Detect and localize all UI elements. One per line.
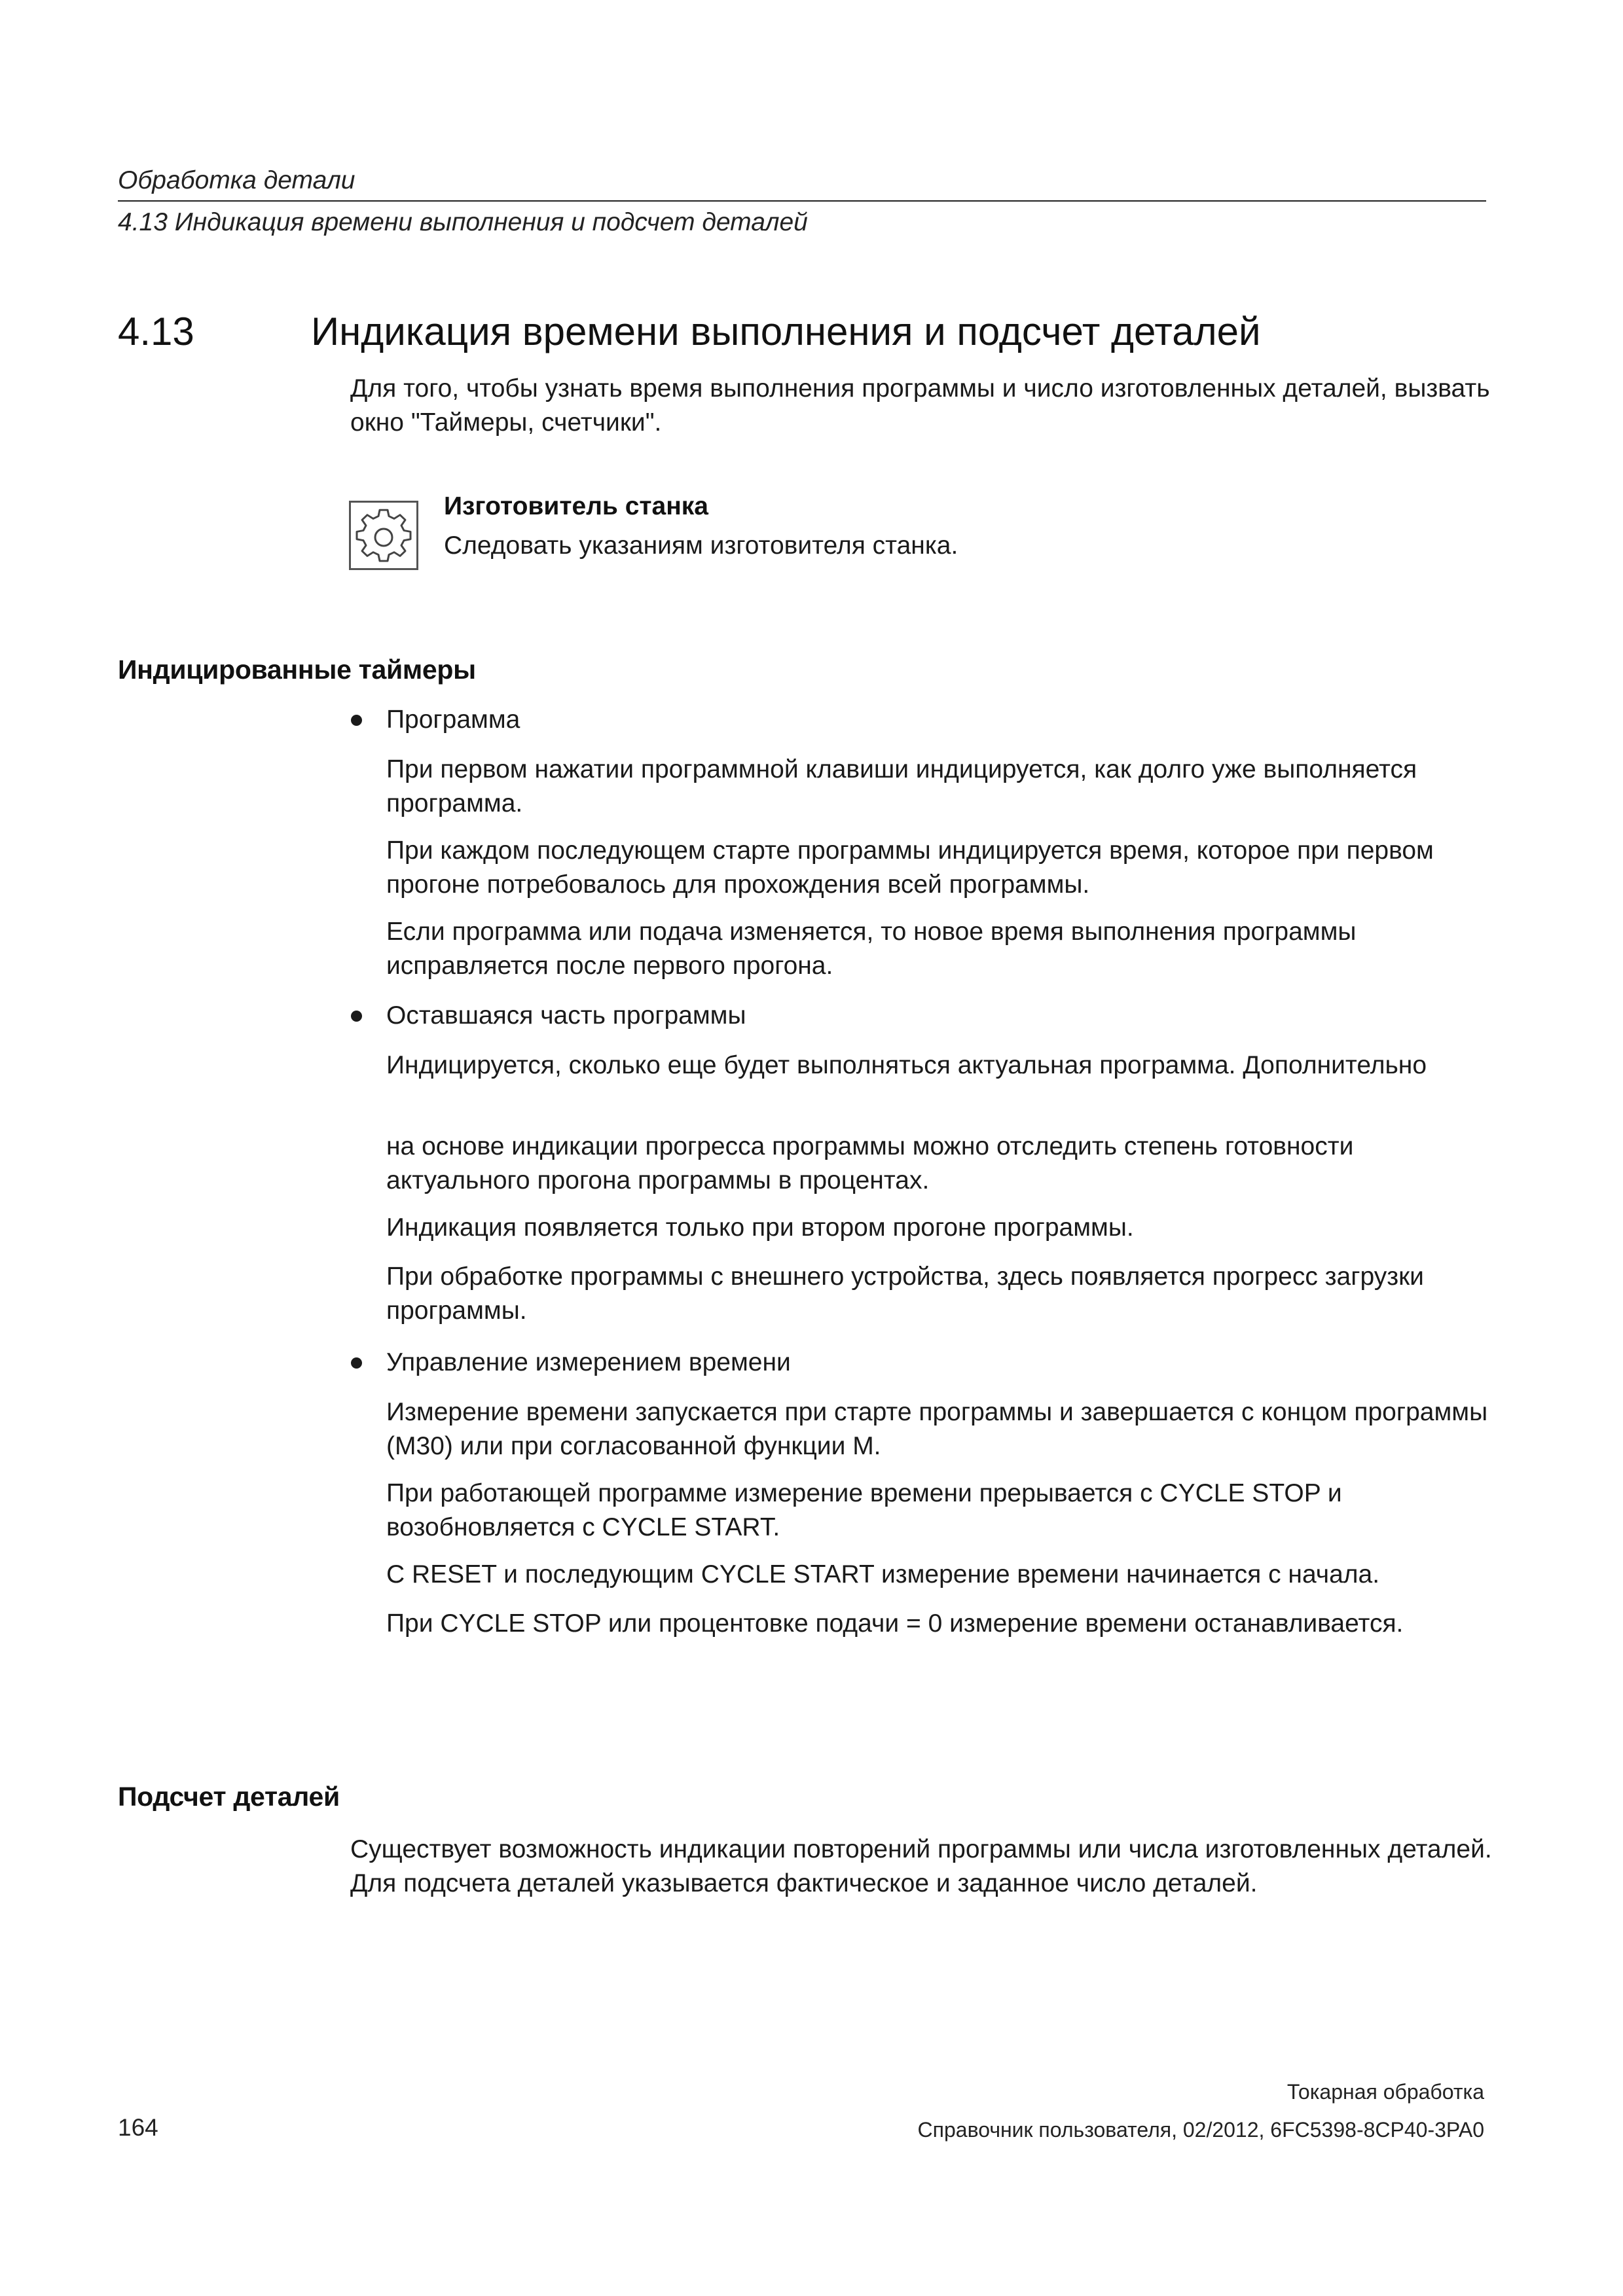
header-rule <box>118 200 1486 202</box>
bullet-dot <box>351 715 362 726</box>
bullet-paragraph: С RESET и последующим CYCLE START измерение времени начинается с начала. <box>386 1560 1380 1588</box>
parts-paragraph: Существует возможность индикации повторений программы или числа изготовленных деталей. Для подсчета деталей указывается фактическое и заданное число деталей. <box>350 1835 1492 1897</box>
footer-reference: Справочник пользователя, 02/2012, 6FC5398-8CP40-3PA0 <box>917 2118 1484 2142</box>
running-header-section: 4.13 Индикация времени выполнения и подсчет деталей <box>118 208 808 236</box>
bullet-paragraph: Если программа или подача изменяется, то новое время выполнения программы исправляется после первого прогона. <box>386 918 1357 980</box>
section-number: 4.13 <box>118 310 194 353</box>
bullet-paragraph: Индицируется, сколько еще будет выполняться актуальная программа. Дополнительно <box>386 1051 1427 1079</box>
bullet-dot <box>351 1357 362 1369</box>
footer-book-title: Токарная обработка <box>1286 2080 1484 2104</box>
bullet-paragraph: При обработке программы с внешнего устройства, здесь появляется прогресс загрузки программы. <box>386 1263 1424 1325</box>
bullet-paragraph: При CYCLE STOP или процентовке подачи = 0 измерение времени останавливается. <box>386 1609 1404 1638</box>
manufacturer-note-icon-frame <box>349 501 418 570</box>
gear-icon <box>351 503 416 568</box>
bullet-label-time-measurement: Управление измерением времени <box>386 1348 791 1376</box>
bullet-paragraph: на основе индикации прогресса программы можно отследить степень готовности актуального прогона программы в процентах. <box>386 1132 1354 1194</box>
bullet-paragraph: При работающей программе измерение времени прерывается с CYCLE STOP и возобновляется с CYCLE START. <box>386 1479 1342 1541</box>
section-title: Индикация времени выполнения и подсчет деталей <box>311 310 1261 353</box>
page-number: 164 <box>118 2114 158 2141</box>
bullet-paragraph: Измерение времени запускается при старте программы и завершается с концом программы (M30) или при согласованной функции M. <box>386 1398 1488 1460</box>
parts-heading: Подсчет деталей <box>118 1782 340 1812</box>
bullet-paragraph: При первом нажатии программной клавиши индицируется, как долго уже выполняется программа. <box>386 755 1417 817</box>
bullet-label-program: Программа <box>386 706 520 734</box>
note-text: Следовать указаниям изготовителя станка. <box>444 531 958 560</box>
intro-paragraph: Для того, чтобы узнать время выполнения программы и число изготовленных деталей, вызвать окно "Таймеры, счетчики". <box>350 374 1490 437</box>
bullet-label-remaining: Оставшаяся часть программы <box>386 1001 746 1030</box>
running-header-chapter: Обработка детали <box>118 166 356 194</box>
timers-heading: Индицированные таймеры <box>118 655 476 685</box>
bullet-paragraph: Индикация появляется только при втором прогоне программы. <box>386 1213 1134 1242</box>
bullet-paragraph: При каждом последующем старте программы индицируется время, которое при первом прогоне потребовалось для прохождения всей программы. <box>386 836 1434 899</box>
note-title: Изготовитель станка <box>444 492 708 520</box>
bullet-dot <box>351 1011 362 1022</box>
